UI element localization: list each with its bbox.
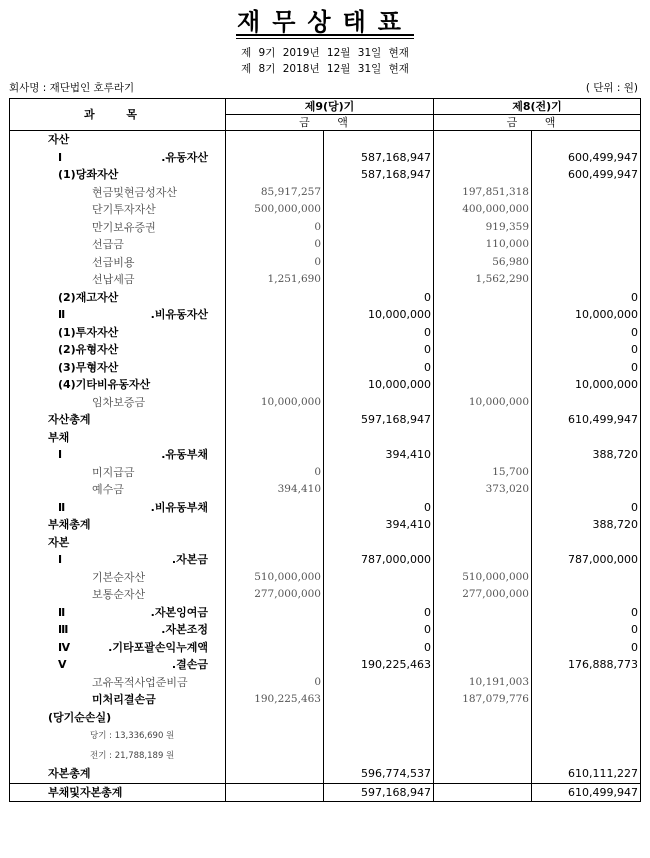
row-label-cell	[10, 765, 226, 783]
current-total-amount: 596,774,537	[324, 765, 434, 783]
current-detail-amount	[226, 726, 324, 746]
table-row	[10, 411, 641, 429]
prior-total-amount	[532, 746, 641, 766]
table-row	[10, 516, 641, 534]
table-row	[10, 604, 641, 622]
account-label: 자산	[48, 133, 70, 146]
net-loss-memo: 전기 : 21,788,189 원	[90, 750, 175, 761]
account-label: (2)재고자산	[58, 290, 119, 304]
current-total-amount	[324, 271, 434, 289]
table-row	[10, 783, 641, 802]
prior-total-amount	[532, 394, 641, 412]
current-total-amount	[324, 586, 434, 604]
row-label-cell	[10, 446, 226, 464]
prior-detail-amount	[434, 534, 532, 552]
prior-total-amount	[532, 534, 641, 552]
prior-total-amount: 787,000,000	[532, 551, 641, 569]
current-detail-amount	[226, 289, 324, 307]
header-current-period: 제9(당)기	[226, 99, 434, 115]
account-label: 부채	[48, 430, 70, 444]
prior-total-amount	[532, 481, 641, 499]
row-label-cell	[10, 674, 226, 692]
current-total-amount	[324, 726, 434, 746]
prior-total-amount	[532, 691, 641, 709]
account-label: 선급비용	[92, 255, 135, 269]
account-label: Ⅴ.결손금	[58, 658, 208, 671]
table-row	[10, 306, 641, 324]
row-label-cell	[10, 236, 226, 254]
prior-detail-amount	[434, 411, 532, 429]
prior-detail-amount	[434, 639, 532, 657]
prior-detail-amount	[434, 446, 532, 464]
row-label-cell	[10, 324, 226, 342]
prior-total-amount: 0	[532, 359, 641, 377]
prior-detail-amount	[434, 656, 532, 674]
current-detail-amount: 0	[226, 236, 324, 254]
table-row	[10, 394, 641, 412]
prior-detail-amount	[434, 289, 532, 307]
current-total-amount: 10,000,000	[324, 306, 434, 324]
current-total-amount: 0	[324, 359, 434, 377]
table-row	[10, 746, 641, 766]
prior-total-amount: 0	[532, 341, 641, 359]
current-total-amount	[324, 201, 434, 219]
title-underline	[236, 34, 414, 36]
balance-sheet-body	[10, 131, 641, 802]
account-label: (3)무형자산	[58, 360, 119, 374]
account-label: 선급금	[92, 238, 124, 251]
current-detail-amount	[226, 429, 324, 447]
current-detail-amount: 394,410	[226, 481, 324, 499]
table-row	[10, 726, 641, 746]
row-label-cell	[10, 376, 226, 394]
current-total-amount: 0	[324, 639, 434, 657]
prior-detail-amount	[434, 604, 532, 622]
account-label: (1)당좌자산	[58, 168, 119, 181]
current-total-amount: 597,168,947	[324, 411, 434, 429]
row-label-cell	[10, 621, 226, 639]
prior-detail-amount: 10,000,000	[434, 394, 532, 412]
row-label-cell	[10, 131, 226, 149]
current-detail-amount	[226, 499, 324, 517]
prior-detail-amount	[434, 149, 532, 167]
current-detail-amount	[226, 783, 324, 802]
row-label-cell	[10, 411, 226, 429]
prior-detail-amount: 510,000,000	[434, 569, 532, 587]
prior-total-amount: 10,000,000	[532, 376, 641, 394]
account-label: Ⅳ.기타포괄손익누계액	[58, 640, 208, 654]
row-label-cell	[10, 656, 226, 674]
current-total-amount	[324, 569, 434, 587]
prior-total-amount	[532, 429, 641, 447]
current-total-amount	[324, 481, 434, 499]
current-total-amount	[324, 464, 434, 482]
prior-total-amount	[532, 726, 641, 746]
prior-total-amount	[532, 184, 641, 202]
current-detail-amount	[226, 446, 324, 464]
company-name: 회사명 : 재단법인 호루라기	[9, 82, 135, 94]
table-row	[10, 709, 641, 727]
account-label: (1)투자자산	[58, 325, 119, 339]
prior-detail-amount	[434, 783, 532, 802]
current-total-amount: 0	[324, 604, 434, 622]
prior-detail-amount	[434, 324, 532, 342]
prior-total-amount: 0	[532, 639, 641, 657]
prior-total-amount	[532, 569, 641, 587]
table-row	[10, 639, 641, 657]
account-label: Ⅰ.자본금	[58, 553, 208, 566]
account-label: Ⅱ.비유동자산	[58, 308, 208, 321]
row-label-cell	[10, 201, 226, 219]
current-detail-amount: 190,225,463	[226, 691, 324, 709]
account-label: 기본순자산	[92, 570, 146, 584]
row-label-cell	[10, 691, 226, 709]
prior-detail-amount	[434, 621, 532, 639]
table-row	[10, 569, 641, 587]
prior-detail-amount	[434, 499, 532, 517]
current-detail-amount: 500,000,000	[226, 201, 324, 219]
current-total-amount: 587,168,947	[324, 149, 434, 167]
account-label: (2)유형자산	[58, 343, 119, 356]
row-label-cell	[10, 289, 226, 307]
current-detail-amount: 0	[226, 674, 324, 692]
current-detail-amount	[226, 656, 324, 674]
prior-total-amount	[532, 674, 641, 692]
prior-total-amount	[532, 219, 641, 237]
account-label: 만기보유증권	[92, 220, 156, 234]
title-underline-thin	[236, 38, 414, 39]
table-row	[10, 586, 641, 604]
table-row	[10, 324, 641, 342]
prior-detail-amount	[434, 551, 532, 569]
prior-total-amount: 610,499,947	[532, 783, 641, 802]
current-detail-amount: 0	[226, 219, 324, 237]
prior-total-amount: 0	[532, 621, 641, 639]
account-label: Ⅰ.유동부채	[58, 448, 208, 461]
prior-detail-amount: 10,191,003	[434, 674, 532, 692]
account-label: Ⅰ.유동자산	[58, 150, 208, 164]
current-detail-amount: 510,000,000	[226, 569, 324, 587]
prior-detail-amount	[434, 306, 532, 324]
current-detail-amount	[226, 324, 324, 342]
current-total-amount	[324, 254, 434, 272]
table-row	[10, 359, 641, 377]
prior-total-amount	[532, 254, 641, 272]
table-row	[10, 289, 641, 307]
current-detail-amount	[226, 746, 324, 766]
account-label: Ⅱ.비유동부채	[58, 500, 208, 514]
unit-label: ( 단위 : 원)	[585, 82, 638, 94]
current-total-amount	[324, 429, 434, 447]
current-detail-amount: 0	[226, 254, 324, 272]
prior-total-amount: 610,111,227	[532, 765, 641, 783]
current-detail-amount: 1,251,690	[226, 271, 324, 289]
current-detail-amount	[226, 765, 324, 783]
current-detail-amount	[226, 359, 324, 377]
prior-total-amount	[532, 586, 641, 604]
row-label-cell	[10, 604, 226, 622]
table-row	[10, 674, 641, 692]
current-detail-amount	[226, 149, 324, 167]
prior-detail-amount	[434, 341, 532, 359]
account-label: 자산총계	[48, 413, 91, 426]
current-detail-amount	[226, 376, 324, 394]
prior-detail-amount	[434, 726, 532, 746]
current-total-amount: 0	[324, 289, 434, 307]
prior-detail-amount: 187,079,776	[434, 691, 532, 709]
prior-total-amount: 388,720	[532, 446, 641, 464]
row-label-cell	[10, 746, 226, 766]
account-label: 예수금	[92, 483, 124, 496]
prior-detail-amount	[434, 746, 532, 766]
current-total-amount	[324, 236, 434, 254]
table-row	[10, 271, 641, 289]
current-total-amount	[324, 709, 434, 727]
table-row	[10, 201, 641, 219]
current-total-amount	[324, 674, 434, 692]
account-label: 자본	[48, 535, 70, 549]
table-row	[10, 446, 641, 464]
account-label: 자본총계	[48, 767, 91, 780]
row-label-cell	[10, 464, 226, 482]
row-label-cell	[10, 783, 226, 802]
prior-total-amount: 0	[532, 324, 641, 342]
table-row	[10, 429, 641, 447]
row-label-cell	[10, 306, 226, 324]
row-label-cell	[10, 639, 226, 657]
prior-detail-amount	[434, 429, 532, 447]
current-total-amount	[324, 746, 434, 766]
current-detail-amount	[226, 621, 324, 639]
prior-total-amount	[532, 709, 641, 727]
prior-detail-amount	[434, 131, 532, 149]
prior-total-amount	[532, 236, 641, 254]
prior-detail-amount: 373,020	[434, 481, 532, 499]
row-label-cell	[10, 219, 226, 237]
table-row	[10, 254, 641, 272]
account-label: (4)기타비유동자산	[58, 378, 151, 391]
header-subject: 과 목	[10, 99, 226, 131]
table-row	[10, 551, 641, 569]
account-label: (당기순손실)	[48, 710, 112, 724]
row-label-cell	[10, 254, 226, 272]
row-label-cell	[10, 709, 226, 727]
current-total-amount: 0	[324, 621, 434, 639]
current-detail-amount	[226, 306, 324, 324]
document-title: 재무상태표	[237, 8, 413, 36]
row-label-cell	[10, 726, 226, 746]
row-label-cell	[10, 394, 226, 412]
prior-detail-amount: 15,700	[434, 464, 532, 482]
current-detail-amount	[226, 516, 324, 534]
current-total-amount: 0	[324, 499, 434, 517]
current-detail-amount: 0	[226, 464, 324, 482]
current-detail-amount	[226, 639, 324, 657]
row-label-cell	[10, 534, 226, 552]
row-label-cell	[10, 481, 226, 499]
account-label: 부채총계	[48, 518, 91, 531]
prior-total-amount	[532, 464, 641, 482]
prior-total-amount: 0	[532, 499, 641, 517]
current-detail-amount	[226, 604, 324, 622]
table-row	[10, 166, 641, 184]
account-label: 현금및현금성자산	[92, 185, 178, 199]
table-row	[10, 691, 641, 709]
prior-total-amount: 610,499,947	[532, 411, 641, 429]
current-total-amount	[324, 394, 434, 412]
table-row	[10, 464, 641, 482]
prior-detail-amount: 400,000,000	[434, 201, 532, 219]
period-current: 제 9기 2019년 12월 31일 현재	[241, 47, 409, 59]
table-row	[10, 219, 641, 237]
table-row	[10, 481, 641, 499]
row-label-cell	[10, 586, 226, 604]
table-row	[10, 236, 641, 254]
row-label-cell	[10, 271, 226, 289]
current-total-amount: 787,000,000	[324, 551, 434, 569]
net-loss-memo: 당기 : 13,336,690 원	[90, 731, 175, 741]
table-row	[10, 341, 641, 359]
row-label-cell	[10, 359, 226, 377]
account-label: 미처리결손금	[92, 693, 156, 706]
row-label-cell	[10, 341, 226, 359]
row-label-cell	[10, 499, 226, 517]
current-detail-amount	[226, 709, 324, 727]
prior-detail-amount	[434, 359, 532, 377]
current-total-amount	[324, 534, 434, 552]
account-label: Ⅲ.자본조정	[58, 623, 208, 636]
prior-detail-amount	[434, 765, 532, 783]
prior-detail-amount: 919,359	[434, 219, 532, 237]
current-total-amount: 10,000,000	[324, 376, 434, 394]
current-total-amount	[324, 184, 434, 202]
period-prior: 제 8기 2018년 12월 31일 현재	[241, 63, 409, 75]
current-total-amount: 0	[324, 324, 434, 342]
current-total-amount: 597,168,947	[324, 783, 434, 802]
prior-total-amount: 0	[532, 289, 641, 307]
current-total-amount	[324, 691, 434, 709]
current-total-amount	[324, 219, 434, 237]
prior-total-amount	[532, 131, 641, 149]
current-detail-amount: 10,000,000	[226, 394, 324, 412]
row-label-cell	[10, 149, 226, 167]
prior-detail-amount	[434, 709, 532, 727]
table-row	[10, 534, 641, 552]
current-total-amount: 587,168,947	[324, 166, 434, 184]
table-row	[10, 621, 641, 639]
prior-total-amount	[532, 201, 641, 219]
prior-total-amount	[532, 271, 641, 289]
table-row	[10, 376, 641, 394]
current-detail-amount	[226, 166, 324, 184]
current-detail-amount	[226, 341, 324, 359]
table-row	[10, 499, 641, 517]
prior-total-amount: 388,720	[532, 516, 641, 534]
header-prior-amount: 금 액	[434, 115, 641, 131]
current-detail-amount	[226, 551, 324, 569]
prior-detail-amount: 1,562,290	[434, 271, 532, 289]
account-label: 보통순자산	[92, 588, 146, 601]
account-label: 임차보증금	[92, 395, 146, 409]
account-label: 미지급금	[92, 465, 135, 479]
row-label-cell	[10, 516, 226, 534]
prior-detail-amount	[434, 376, 532, 394]
account-label: 선납세금	[92, 273, 135, 286]
prior-total-amount: 600,499,947	[532, 149, 641, 167]
row-label-cell	[10, 184, 226, 202]
prior-total-amount: 0	[532, 604, 641, 622]
table-row	[10, 131, 641, 149]
current-detail-amount	[226, 131, 324, 149]
current-total-amount: 394,410	[324, 446, 434, 464]
current-total-amount: 0	[324, 341, 434, 359]
row-label-cell	[10, 429, 226, 447]
prior-detail-amount: 110,000	[434, 236, 532, 254]
prior-detail-amount	[434, 166, 532, 184]
current-total-amount: 190,225,463	[324, 656, 434, 674]
prior-detail-amount: 56,980	[434, 254, 532, 272]
header-current-amount: 금 액	[226, 115, 434, 131]
current-detail-amount: 85,917,257	[226, 184, 324, 202]
balance-sheet-table	[9, 98, 641, 802]
header-prior-period: 제8(전)기	[434, 99, 641, 115]
row-label-cell	[10, 551, 226, 569]
row-label-cell	[10, 166, 226, 184]
current-detail-amount	[226, 411, 324, 429]
prior-detail-amount: 277,000,000	[434, 586, 532, 604]
current-detail-amount	[226, 534, 324, 552]
prior-detail-amount	[434, 516, 532, 534]
prior-detail-amount: 197,851,318	[434, 184, 532, 202]
table-row	[10, 149, 641, 167]
current-total-amount	[324, 131, 434, 149]
account-label: 고유목적사업준비금	[92, 675, 188, 689]
prior-total-amount: 600,499,947	[532, 166, 641, 184]
current-detail-amount: 277,000,000	[226, 586, 324, 604]
account-label: Ⅱ.자본잉여금	[58, 605, 208, 619]
table-row	[10, 184, 641, 202]
current-total-amount: 394,410	[324, 516, 434, 534]
prior-total-amount: 10,000,000	[532, 306, 641, 324]
table-row	[10, 765, 641, 783]
account-label: 부채및자본총계	[48, 785, 123, 799]
row-label-cell	[10, 569, 226, 587]
prior-total-amount: 176,888,773	[532, 656, 641, 674]
table-row	[10, 656, 641, 674]
account-label: 단기투자자산	[92, 203, 156, 216]
